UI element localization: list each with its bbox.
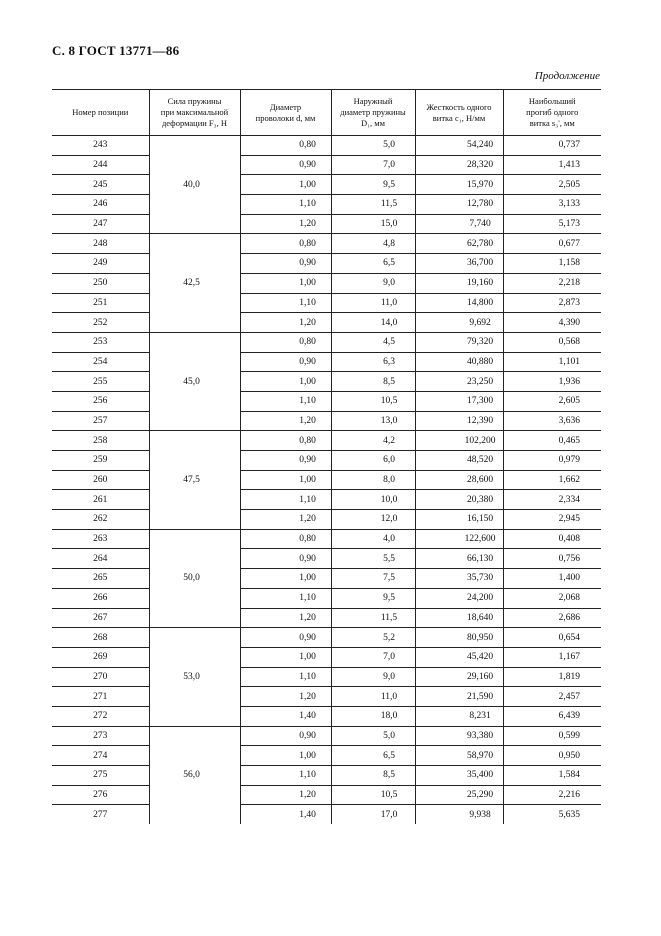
- cell-position: 261: [52, 490, 149, 510]
- cell-wire-diameter: 0,80: [240, 431, 331, 451]
- cell-stiffness: 80,950: [415, 628, 503, 648]
- cell-stiffness: 18,640: [415, 608, 503, 628]
- cell-stiffness: 14,800: [415, 293, 503, 313]
- cell-deflection: 0,677: [503, 234, 601, 254]
- cell-deflection: 1,101: [503, 352, 601, 372]
- cell-stiffness: 25,290: [415, 785, 503, 805]
- cell-stiffness: 12,780: [415, 195, 503, 215]
- cell-stiffness: 79,320: [415, 332, 503, 352]
- cell-force: 53,0: [149, 628, 240, 726]
- cell-wire-diameter: 1,20: [240, 608, 331, 628]
- cell-deflection: 2,686: [503, 608, 601, 628]
- cell-stiffness: 28,600: [415, 470, 503, 490]
- table-row: [52, 490, 601, 510]
- cell-wire-diameter: 1,10: [240, 667, 331, 687]
- cell-deflection: 1,584: [503, 766, 601, 786]
- cell-outer-diameter: 10,5: [331, 785, 415, 805]
- cell-stiffness: 58,970: [415, 746, 503, 766]
- cell-deflection: 1,819: [503, 667, 601, 687]
- cell-wire-diameter: 0,90: [240, 726, 331, 746]
- cell-wire-diameter: 1,00: [240, 746, 331, 766]
- cell-deflection: 0,950: [503, 746, 601, 766]
- table-row: [52, 372, 601, 392]
- cell-outer-diameter: 8,0: [331, 470, 415, 490]
- cell-wire-diameter: 0,80: [240, 136, 331, 156]
- table-row: [52, 214, 601, 234]
- continued-label: Продолжение: [534, 70, 600, 82]
- cell-force: 42,5: [149, 234, 240, 332]
- cell-wire-diameter: 1,40: [240, 706, 331, 726]
- cell-deflection: 2,218: [503, 273, 601, 293]
- col-header-force: [149, 90, 240, 136]
- table-row: [52, 175, 601, 195]
- col-header-line: витка c₁, Н/мм: [432, 112, 486, 123]
- cell-outer-diameter: 7,5: [331, 569, 415, 589]
- table-row: [52, 746, 601, 766]
- cell-stiffness: 19,160: [415, 273, 503, 293]
- cell-deflection: 2,873: [503, 293, 601, 313]
- cell-stiffness: 21,590: [415, 687, 503, 707]
- table-body: [52, 136, 601, 825]
- cell-position: 267: [93, 612, 108, 623]
- col-header-wire-diameter: [240, 90, 331, 136]
- cell-outer-diameter: 7,0: [331, 155, 415, 175]
- table-row: [52, 706, 601, 726]
- cell-wire-diameter: 1,20: [240, 313, 331, 333]
- cell-position: 243: [52, 136, 149, 156]
- cell-deflection: 2,334: [503, 490, 601, 510]
- table-row: [52, 529, 601, 549]
- cell-outer-diameter: 11,5: [331, 608, 415, 628]
- col-header-line: проволоки d, мм: [255, 112, 316, 123]
- cell-deflection: 4,390: [503, 313, 601, 333]
- cell-wire-diameter: 1,10: [240, 391, 331, 411]
- cell-position: 246: [52, 195, 149, 215]
- table-row: [52, 647, 601, 667]
- table-row: [52, 195, 601, 215]
- table-row: [52, 273, 601, 293]
- cell-wire-diameter: 1,20: [240, 785, 331, 805]
- cell-deflection: 0,737: [503, 136, 601, 156]
- table-row: [52, 431, 601, 451]
- cell-wire-diameter: 0,80: [240, 234, 331, 254]
- cell-stiffness: 35,400: [415, 766, 503, 786]
- cell-outer-diameter: 6,5: [331, 254, 415, 274]
- cell-outer-diameter: 11,5: [331, 195, 415, 215]
- cell-wire-diameter: 0,90: [240, 155, 331, 175]
- cell-position: 245: [52, 175, 149, 195]
- table-row: [52, 667, 601, 687]
- table-row: [52, 510, 601, 530]
- table-row: [52, 608, 601, 628]
- cell-outer-diameter: 18,0: [331, 706, 415, 726]
- cell-stiffness: 93,380: [415, 726, 503, 746]
- table-row: [52, 293, 601, 313]
- cell-force: 45,0: [149, 332, 240, 430]
- cell-outer-diameter: 12,0: [331, 510, 415, 530]
- col-header-line: диаметр пружины: [340, 107, 406, 117]
- cell-wire-diameter: 0,90: [240, 451, 331, 471]
- table-row: [52, 155, 601, 175]
- cell-outer-diameter: 11,0: [331, 293, 415, 313]
- cell-stiffness: 45,420: [415, 647, 503, 667]
- cell-force: 50,0: [149, 529, 240, 627]
- cell-position: 254: [52, 352, 149, 372]
- cell-wire-diameter: 1,00: [240, 647, 331, 667]
- cell-outer-diameter: 5,0: [331, 726, 415, 746]
- cell-deflection: 0,465: [503, 431, 601, 451]
- cell-position: 262: [93, 514, 108, 525]
- col-header-line: D₁, мм: [360, 118, 386, 128]
- table-row: [52, 136, 601, 156]
- cell-wire-diameter: 1,40: [240, 805, 331, 824]
- cell-position: 247: [93, 219, 108, 230]
- cell-position: 259: [52, 451, 149, 471]
- cell-deflection: 6,439: [503, 706, 601, 726]
- cell-outer-diameter: 4,8: [331, 234, 415, 254]
- cell-outer-diameter: 4,2: [331, 431, 415, 451]
- col-header-line: при максимальной: [160, 107, 229, 117]
- cell-outer-diameter: 4,5: [331, 332, 415, 352]
- table-row: [52, 805, 601, 824]
- table-row: [52, 569, 601, 589]
- table-header-row: [52, 90, 601, 136]
- cell-outer-diameter: 9,5: [331, 175, 415, 195]
- cell-position: 257: [93, 415, 108, 426]
- cell-deflection: 2,216: [503, 785, 601, 805]
- cell-position: 270: [52, 667, 149, 687]
- cell-deflection: 0,568: [503, 332, 601, 352]
- cell-outer-diameter: 5,5: [331, 549, 415, 569]
- cell-outer-diameter: 10,0: [331, 490, 415, 510]
- cell-outer-diameter: 9,0: [331, 667, 415, 687]
- cell-deflection: 0,654: [503, 628, 601, 648]
- cell-stiffness: 54,240: [415, 136, 503, 156]
- cell-position: 251: [52, 293, 149, 313]
- cell-outer-diameter: 17,0: [331, 805, 415, 824]
- cell-wire-diameter: 0,90: [240, 352, 331, 372]
- cell-wire-diameter: 0,90: [240, 628, 331, 648]
- cell-outer-diameter: 5,2: [331, 628, 415, 648]
- col-header-line: витка s₃', мм: [529, 118, 575, 128]
- cell-stiffness: 28,320: [415, 155, 503, 175]
- cell-stiffness: 48,520: [415, 451, 503, 471]
- cell-wire-diameter: 1,00: [240, 175, 331, 195]
- cell-deflection: 1,400: [503, 569, 601, 589]
- cell-wire-diameter: 0,80: [240, 529, 331, 549]
- cell-outer-diameter: 6,3: [331, 352, 415, 372]
- cell-stiffness: 20,380: [415, 490, 503, 510]
- cell-deflection: 2,505: [503, 175, 601, 195]
- table-row: [52, 332, 601, 352]
- cell-deflection: 0,408: [503, 529, 601, 549]
- cell-wire-diameter: 1,00: [240, 569, 331, 589]
- cell-position: 275: [52, 766, 149, 786]
- table-row: [52, 549, 601, 569]
- cell-outer-diameter: 14,0: [331, 313, 415, 333]
- col-header-line: деформации F₃, Н: [161, 118, 228, 128]
- col-header-position: [52, 90, 149, 136]
- cell-position: 268: [52, 628, 149, 648]
- cell-deflection: 2,945: [503, 510, 601, 530]
- table-row: [52, 766, 601, 786]
- cell-position: 252: [93, 317, 108, 328]
- cell-wire-diameter: 1,20: [240, 214, 331, 234]
- cell-position: 269: [52, 647, 149, 667]
- cell-stiffness: 122,600: [415, 529, 503, 549]
- cell-stiffness: 12,390: [415, 411, 503, 431]
- cell-outer-diameter: 8,5: [331, 372, 415, 392]
- cell-deflection: 2,068: [503, 588, 601, 608]
- col-header-line: Диаметр: [269, 101, 302, 112]
- cell-stiffness: 9,692: [415, 313, 503, 333]
- cell-outer-diameter: 5,0: [331, 136, 415, 156]
- cell-stiffness: 7,740: [415, 214, 503, 234]
- table-row: [52, 785, 601, 805]
- col-header-line: Жесткость одного: [426, 101, 492, 112]
- cell-stiffness: 62,780: [415, 234, 503, 254]
- cell-wire-diameter: 0,90: [240, 549, 331, 569]
- col-header-line: Наибольший: [528, 96, 576, 106]
- col-header-line: прогиб одного: [526, 107, 579, 117]
- cell-position: 249: [52, 254, 149, 274]
- cell-position: 272: [93, 711, 108, 722]
- cell-outer-diameter: 9,5: [331, 588, 415, 608]
- cell-position: 255: [52, 372, 149, 392]
- table-row: [52, 726, 601, 746]
- table-row: [52, 470, 601, 490]
- cell-stiffness: 23,250: [415, 372, 503, 392]
- cell-force: 47,5: [149, 431, 240, 529]
- cell-stiffness: 24,200: [415, 588, 503, 608]
- cell-deflection: 2,457: [503, 687, 601, 707]
- table-row: [52, 313, 601, 333]
- cell-wire-diameter: 1,00: [240, 470, 331, 490]
- cell-outer-diameter: 9,0: [331, 273, 415, 293]
- cell-stiffness: 40,880: [415, 352, 503, 372]
- cell-wire-diameter: 1,00: [240, 372, 331, 392]
- cell-position: 256: [52, 391, 149, 411]
- cell-deflection: 0,979: [503, 451, 601, 471]
- cell-deflection: 1,158: [503, 254, 601, 274]
- page-header: С. 8 ГОСТ 13771—86: [52, 43, 180, 58]
- cell-outer-diameter: 11,0: [331, 687, 415, 707]
- col-header-deflection: [503, 90, 601, 136]
- cell-stiffness: 8,231: [415, 706, 503, 726]
- cell-position: 263: [52, 529, 149, 549]
- col-header-stiffness: [415, 90, 503, 136]
- table-row: [52, 628, 601, 648]
- cell-position: 253: [52, 332, 149, 352]
- cell-wire-diameter: 0,80: [240, 332, 331, 352]
- cell-outer-diameter: 10,5: [331, 391, 415, 411]
- cell-position: 260: [52, 470, 149, 490]
- cell-wire-diameter: 1,10: [240, 766, 331, 786]
- cell-deflection: 5,635: [503, 805, 601, 824]
- cell-deflection: 2,605: [503, 391, 601, 411]
- cell-position: 250: [52, 273, 149, 293]
- cell-outer-diameter: 4,0: [331, 529, 415, 549]
- cell-position: 244: [52, 155, 149, 175]
- cell-position: 264: [52, 549, 149, 569]
- cell-wire-diameter: 1,10: [240, 195, 331, 215]
- cell-outer-diameter: 6,5: [331, 746, 415, 766]
- table-row: [52, 391, 601, 411]
- table-row: [52, 254, 601, 274]
- cell-position: 273: [52, 726, 149, 746]
- cell-wire-diameter: 1,10: [240, 588, 331, 608]
- col-header-line: Номер позиции: [72, 107, 129, 117]
- cell-position: 276: [52, 785, 149, 805]
- cell-stiffness: 102,200: [415, 431, 503, 451]
- cell-position: 274: [52, 746, 149, 766]
- cell-outer-diameter: 7,0: [331, 647, 415, 667]
- cell-stiffness: 29,160: [415, 667, 503, 687]
- cell-wire-diameter: 1,20: [240, 510, 331, 530]
- cell-position: 248: [52, 234, 149, 254]
- cell-outer-diameter: 8,5: [331, 766, 415, 786]
- table-row: [52, 451, 601, 471]
- table-row: [52, 411, 601, 431]
- cell-wire-diameter: 1,00: [240, 273, 331, 293]
- cell-deflection: 3,636: [503, 411, 601, 431]
- cell-outer-diameter: 13,0: [331, 411, 415, 431]
- col-header-line: Сила пружины: [167, 96, 222, 106]
- cell-outer-diameter: 15,0: [331, 214, 415, 234]
- cell-deflection: 5,173: [503, 214, 601, 234]
- cell-stiffness: 35,730: [415, 569, 503, 589]
- cell-deflection: 3,133: [503, 195, 601, 215]
- cell-position: 271: [52, 687, 149, 707]
- cell-deflection: 1,413: [503, 155, 601, 175]
- cell-wire-diameter: 1,20: [240, 411, 331, 431]
- table-row: [52, 352, 601, 372]
- cell-force: 40,0: [149, 136, 240, 234]
- cell-deflection: 0,756: [503, 549, 601, 569]
- cell-deflection: 0,599: [503, 726, 601, 746]
- cell-deflection: 1,662: [503, 470, 601, 490]
- table-row: [52, 234, 601, 254]
- cell-stiffness: 66,130: [415, 549, 503, 569]
- cell-stiffness: 36,700: [415, 254, 503, 274]
- cell-wire-diameter: 1,20: [240, 687, 331, 707]
- table-row: [52, 687, 601, 707]
- cell-stiffness: 9,938: [415, 805, 503, 824]
- cell-outer-diameter: 6,0: [331, 451, 415, 471]
- cell-wire-diameter: 1,10: [240, 293, 331, 313]
- cell-position: 266: [52, 588, 149, 608]
- cell-wire-diameter: 0,90: [240, 254, 331, 274]
- spring-parameters-table: [52, 89, 601, 824]
- cell-position: 277: [93, 809, 108, 820]
- cell-wire-diameter: 1,10: [240, 490, 331, 510]
- col-header-outer-diameter: [331, 90, 415, 136]
- cell-deflection: 1,167: [503, 647, 601, 667]
- cell-position: 265: [52, 569, 149, 589]
- cell-force: 56,0: [149, 726, 240, 824]
- cell-deflection: 1,936: [503, 372, 601, 392]
- table-row: [52, 588, 601, 608]
- col-header-line: Наружный: [353, 96, 393, 106]
- cell-stiffness: 16,150: [415, 510, 503, 530]
- cell-stiffness: 17,300: [415, 391, 503, 411]
- cell-stiffness: 15,970: [415, 175, 503, 195]
- cell-position: 258: [52, 431, 149, 451]
